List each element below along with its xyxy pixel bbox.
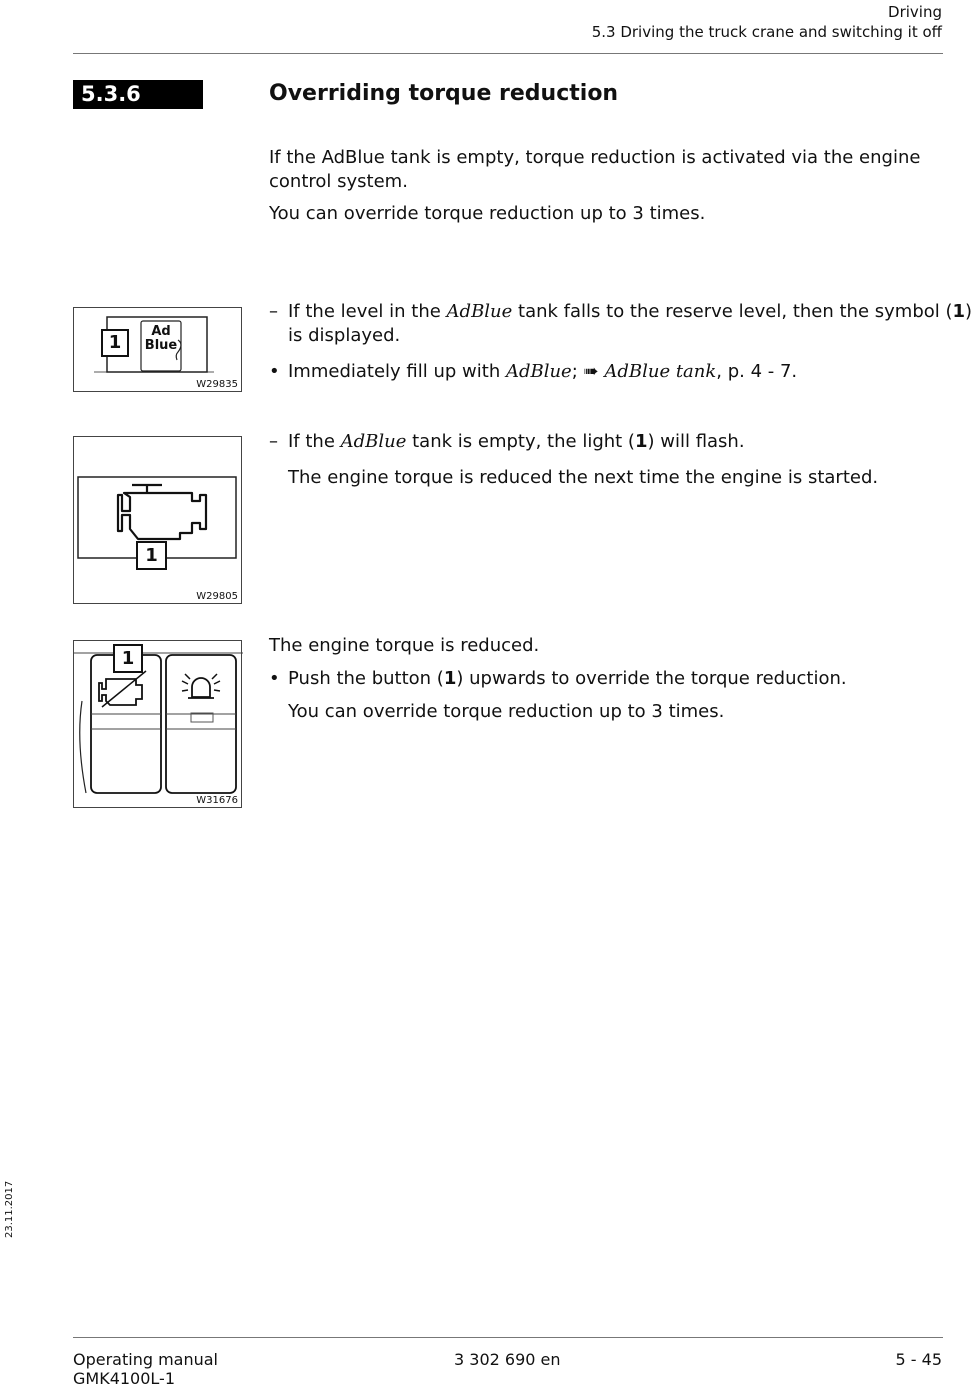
footer-model: GMK4100L-1: [73, 1369, 175, 1388]
bullet-marker: •: [269, 668, 280, 689]
intro-line-1: If the AdBlue tank is empty, torque reduction is activated via the engine: [269, 147, 921, 168]
adblue-label-ad: Ad: [151, 324, 171, 339]
running-header-chapter: Driving: [888, 3, 942, 21]
text-run: ): [965, 301, 972, 322]
intro-line-2: control system.: [269, 171, 408, 192]
callout-reference: 1: [634, 431, 648, 452]
block3-line-3: You can override torque reduction up to 3 times.: [288, 701, 725, 722]
print-date: 23.11.2017: [4, 1180, 15, 1238]
text-run: ) will flash.: [647, 431, 745, 452]
text-run: If the: [288, 431, 341, 452]
header-rule: [73, 53, 943, 54]
product-name: AdBlue: [446, 301, 513, 322]
section-number: 5.3.6: [73, 80, 203, 109]
text-run: If the level in the: [288, 301, 447, 322]
figure-callout-1: 1: [145, 545, 158, 566]
callout-reference: 1: [952, 301, 966, 322]
text-run: Immediately fill up with: [288, 361, 506, 382]
text-run: ) upwards to override the torque reduction.: [456, 668, 847, 689]
figure-override-button: [73, 640, 242, 808]
text-run: Push the button (: [288, 668, 444, 689]
dash-marker: –: [269, 301, 278, 322]
block1-line-2: is displayed.: [288, 325, 401, 346]
figure-callout-1: 1: [108, 332, 122, 353]
product-name: AdBlue: [340, 431, 407, 452]
bullet-marker: •: [269, 361, 280, 382]
text-run: tank is empty, the light (: [406, 431, 635, 452]
cross-reference-arrow-icon: ➠: [583, 361, 599, 382]
switch-panel-illustration: [74, 641, 243, 809]
engine-symbol-illustration: [74, 437, 243, 605]
figure-adblue-symbol: [73, 307, 242, 392]
footer-page-number: 5 - 45: [895, 1350, 942, 1369]
adblue-label-blue: Blue: [144, 338, 178, 353]
footer-doc-number: 3 302 690 en: [454, 1350, 561, 1369]
block1-line-1: [288, 300, 972, 324]
text-run: ;: [571, 361, 584, 382]
product-name: AdBlue: [505, 361, 572, 382]
footer-rule: [73, 1337, 943, 1338]
intro-line-3: You can override torque reduction up to 3 times.: [269, 203, 706, 224]
cross-reference-link[interactable]: AdBlue tank: [604, 361, 717, 382]
dash-marker: –: [269, 431, 278, 452]
block3-bullet-text: [288, 667, 847, 691]
figure-callout-1: 1: [121, 648, 135, 669]
page-reference: , p. 4 - 7.: [716, 361, 798, 382]
figure-code: W29835: [196, 379, 238, 390]
callout-reference: 1: [443, 668, 457, 689]
figure-code: W31676: [196, 795, 238, 806]
block2-line-1: [288, 430, 745, 454]
figure-code: W29805: [196, 591, 238, 602]
text-run: tank falls to the reserve level, then the symbol (: [512, 301, 953, 322]
section-title: Overriding torque reduction: [269, 81, 619, 106]
block1-bullet-text: [288, 360, 797, 384]
block2-line-2: The engine torque is reduced the next time the engine is started.: [288, 467, 879, 488]
running-header-section: 5.3 Driving the truck crane and switching it off: [591, 23, 942, 41]
figure-engine-warning-light: [73, 436, 242, 604]
block3-line-1: The engine torque is reduced.: [269, 635, 540, 656]
footer-doc-type: Operating manual: [73, 1350, 218, 1369]
